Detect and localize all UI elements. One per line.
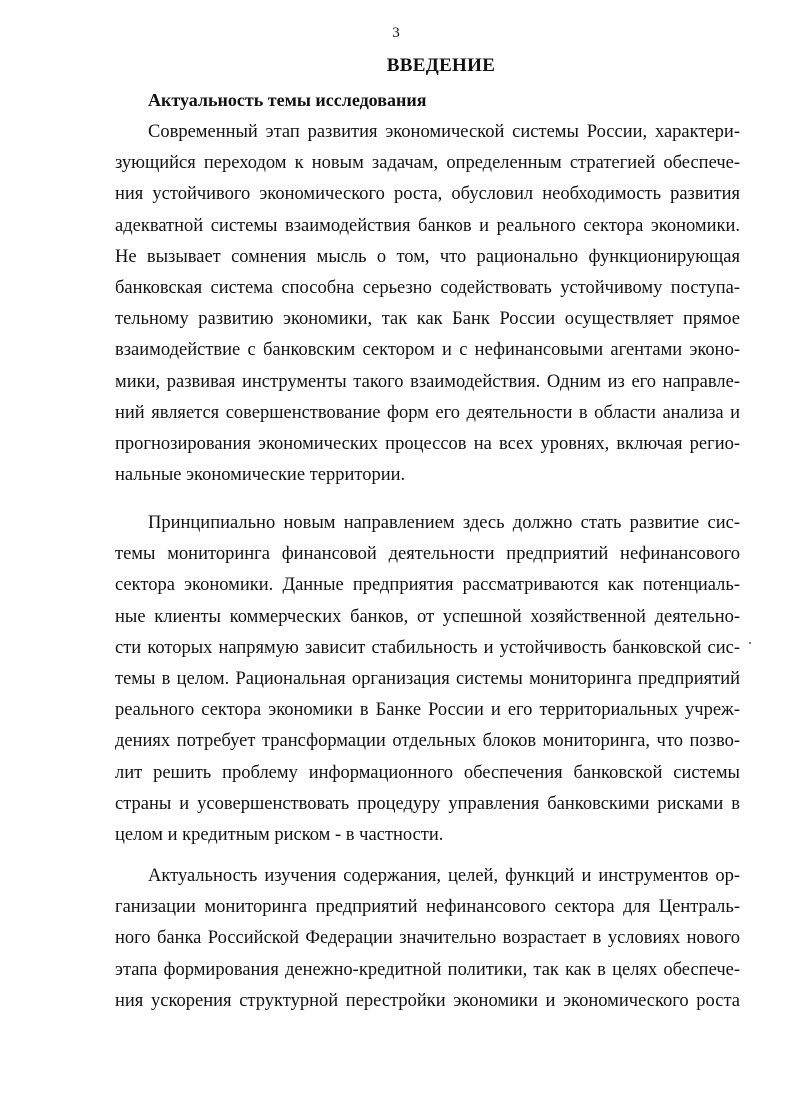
text-line: нальные экономические территории. [115, 465, 406, 486]
text-line: этапа формирования денежно-кредитной политики, так как в целях обеспече- [115, 959, 740, 980]
text-line: ния ускорения структурной перестройки экономики и экономического роста [115, 990, 740, 1011]
text-line: банковская система способна серьезно содействовать устойчивому поступа- [115, 277, 740, 298]
paragraph-2 [115, 508, 740, 851]
text-line: лит решить проблему информационного обеспечения банковской системы [115, 762, 740, 783]
text-line: Современный этап развития экономической системы России, характери- [148, 122, 740, 142]
text-line: Принципиально новым направлением здесь должно стать развитие сис- [148, 513, 740, 533]
subsection-heading: Актуальность темы исследования [148, 90, 427, 110]
text-line: Не вызывает сомнения мысль о том, что рационально функционирующая [115, 246, 740, 267]
scan-speck [749, 642, 751, 644]
text-line: темы мониторинга финансовой деятельности предприятий нефинансового [115, 544, 740, 565]
text-line: ные клиенты коммерческих банков, от успешной хозяйственной деятельно- [115, 606, 740, 627]
text-line: зующийся переходом к новым задачам, определенным стратегией обеспече- [115, 153, 740, 174]
text-line: страны и усовершенствовать процедуру управления банковскими рисками в [115, 793, 740, 814]
text-line: мики, развивая инструменты такого взаимодействия. Одним из его направле- [115, 371, 740, 392]
text-line: ганизации мониторинга предприятий нефинансового сектора для Централь- [115, 897, 740, 918]
paragraph-3 [115, 861, 740, 1017]
text-line: тельному развитию экономики, так как Банк России осуществляет прямое [115, 309, 740, 330]
text-line: ного банка Российской Федерации значительно возрастает в условиях нового [115, 928, 740, 949]
text-line: целом и кредитным риском - в частности. [115, 824, 444, 845]
text-line: реального сектора экономики в Банке России и его территориальных учреж- [115, 700, 740, 721]
text-line: темы в целом. Рациональная организация системы мониторинга предприятий [115, 668, 740, 689]
section-heading: ВВЕДЕНИЕ [386, 55, 496, 76]
text-line: прогнозирования экономических процессов на всех уровнях, включая регио- [115, 433, 740, 454]
text-line: взаимодействие с банковским сектором и с нефинансовыми агентами эконо- [115, 340, 740, 361]
paragraph-1 [115, 117, 740, 491]
text-line: сти которых напрямую зависит стабильность и устойчивость банковской сис- [115, 637, 740, 658]
text-line: Актуальность изучения содержания, целей, функций и инструментов ор- [148, 866, 740, 886]
text-line: сектора экономики. Данные предприятия рассматриваются как потенциаль- [115, 575, 740, 596]
text-line: адекватной системы взаимодействия банков и реального сектора экономики. [115, 215, 740, 236]
text-line: ний является совершенствование форм его деятельности в области анализа и [115, 402, 740, 423]
text-line: дениях потребует трансформации отдельных блоков мониторинга, что позво- [115, 731, 740, 752]
page-number: 3 [392, 25, 400, 41]
text-line: ния устойчивого экономического роста, обусловил необходимость развития [115, 184, 740, 205]
